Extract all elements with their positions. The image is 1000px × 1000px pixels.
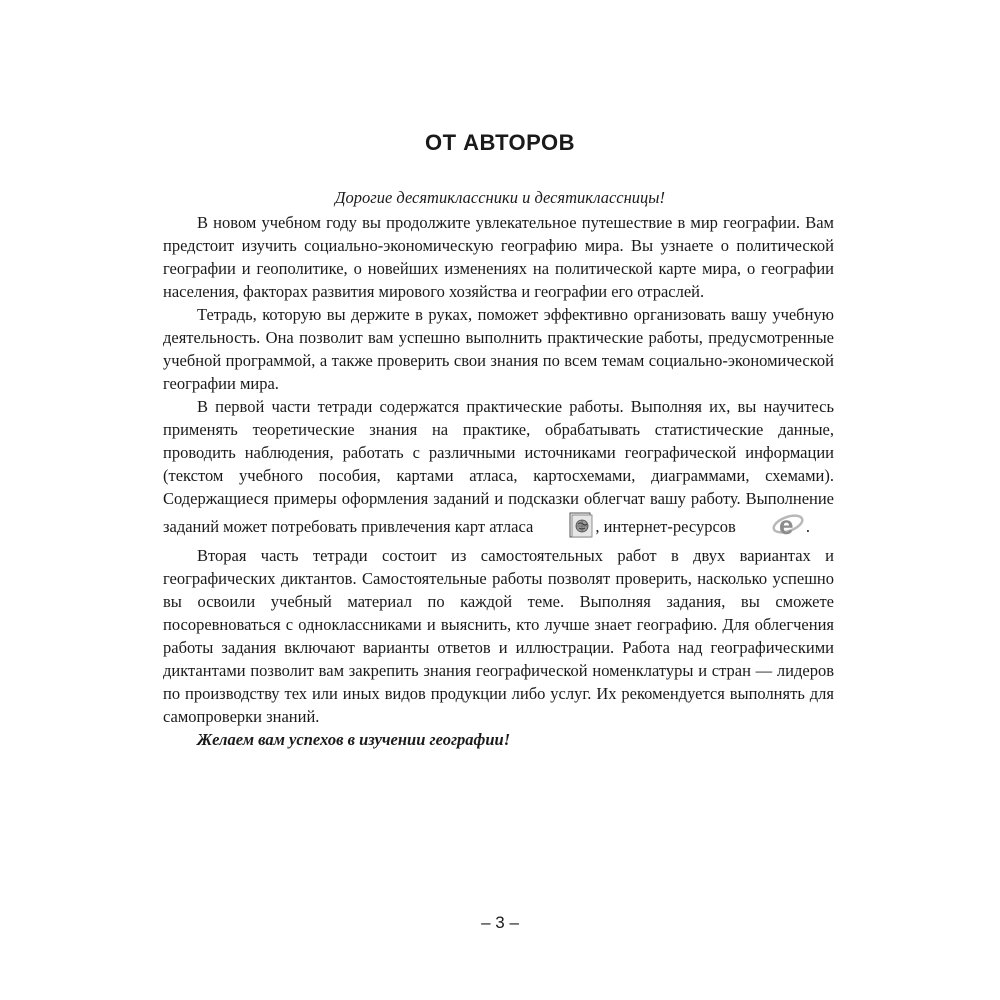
- closing-line: Желаем вам успехов в изучении географии!: [197, 730, 511, 749]
- page-number: – 3 –: [481, 913, 519, 932]
- paragraph-2: Тетрадь, которую вы держите в руках, поможет эффективно организовать вашу учебную деятельность. Она позволит вам успешно выполнить практические работы, предусмотренные учебной программой, а также проверить свои знания по всем темам социально-экономической географии мира.: [163, 305, 834, 393]
- page-title: ОТ АВТОРОВ: [425, 130, 575, 155]
- internet-explorer-icon: [738, 510, 804, 544]
- paragraph-3: [163, 395, 834, 544]
- atlas-icon: [535, 512, 593, 544]
- paragraph-3-text: В первой части тетради содержатся практические работы. Выполняя их, вы научитесь применять теоретические знания на практике, обрабатывать статистические данные, проводить наблюдения, работать с различными источниками географической информации (текстом учебного пособия, картами атласа, картосхемами, диаграммами, схемами). Содержащиеся примеры оформления заданий и подсказки облегчат вашу работу. Выполнение заданий может потребовать привлечения карт атласа: [163, 397, 834, 536]
- paragraph-3-end: .: [805, 517, 810, 536]
- paragraph-3-separator: , интернет-ресурсов: [595, 517, 736, 536]
- paragraph-1: В новом учебном году вы продолжите увлекательное путешествие в мир географии. Вам предстоит изучить социально-экономическую географию мира. Вы узнаете о политической географии и геополитике, о новейших изменениях на политической карте мира, о географии населения, факторах развития мирового хозяйства и географии его отраслей.: [163, 213, 834, 301]
- svg-text:e: e: [778, 510, 794, 538]
- body-text: [163, 211, 834, 751]
- paragraph-4: Вторая часть тетради состоит из самостоятельных работ в двух вариантах и географических диктантов. Самостоятельные работы позволят проверить, насколько успешно вы освоили учебный материал по каждой теме. Выполняя задания, вы сможете посоревноваться с одноклассниками и выяснить, кто лучше знает географию. Для облегчения работы задания включают варианты ответов и иллюстрации. Работа над географическими диктантами позволит вам закрепить знания географической номенклатуры и стран — лидеров по производству тех или иных видов продукции либо услуг. Их рекомендуется выполнять для самопроверки знаний.: [163, 546, 834, 726]
- greeting: Дорогие десятиклассники и десятиклассницы!: [335, 188, 665, 207]
